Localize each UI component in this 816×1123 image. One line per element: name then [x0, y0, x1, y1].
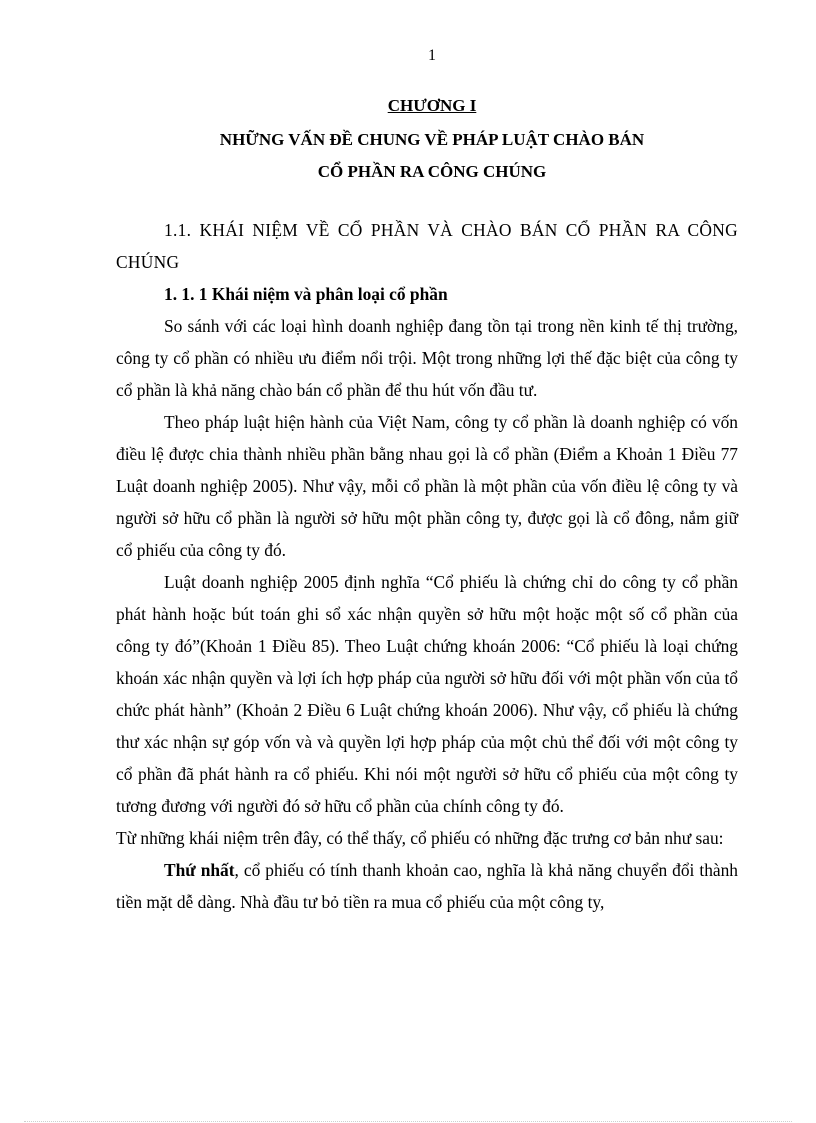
paragraph-1: So sánh với các loại hình doanh nghiệp đang tồn tại trong nền kinh tế thị trường, công ty cổ phần có nhiều ưu điểm nổi trội. Một trong những lợi thế đặc biệt của công ty cổ phần là khả năng chào bán cổ phần để thu hút vốn đầu tư. [116, 316, 738, 400]
chapter-title-line2: CỔ PHẦN RA CÔNG CHÚNG [317, 162, 547, 181]
chapter-label: CHƯƠNG I [387, 96, 477, 115]
subsection-heading: 1. 1. 1 Khái niệm và phân loại cổ phần [164, 284, 448, 304]
chapter-title-line1: NHỮNG VẤN ĐỀ CHUNG VỀ PHÁP LUẬT CHÀO BÁN [219, 130, 645, 149]
section-heading: 1.1. KHÁI NIỆM VỀ CỔ PHẦN VÀ CHÀO BÁN CỔ PHẦN RA CÔNG CHÚNG [116, 220, 738, 272]
paragraph-5-text: , cổ phiếu có tính thanh khoản cao, nghĩa là khả năng chuyển đổi thành tiền mặt dễ dàng. Nhà đầu tư bỏ tiền ra mua cổ phiếu của một công ty, [116, 860, 738, 912]
paragraph-5 [116, 854, 738, 918]
paragraph-4: Từ những khái niệm trên đây, có thể thấy, cổ phiếu có những đặc trưng cơ bản như sau: [116, 828, 724, 848]
paragraph-3: Luật doanh nghiệp 2005 định nghĩa “Cổ phiếu là chứng chỉ do công ty cổ phần phát hành hoặc bút toán ghi sổ xác nhận quyền sở hữu một hoặc một số cổ phần của công ty đó”(Khoản 1 Điều 85). Theo Luật chứng khoán 2006: “Cổ phiếu là loại chứng khoán xác nhận quyền và lợi ích hợp pháp của người sở hữu đối với một phần vốn của tổ chức phát hành” (Khoản 2 Điều 6 Luật chứng khoán 2006). Như vậy, cổ phiếu là chứng thư xác nhận sự góp vốn và và quyền lợi hợp pháp của một chủ thể đối với một công ty cổ phần đã phát hành ra cổ phiếu. Khi nói một người sở hữu cổ phiếu của một công ty tương đương với người đó sở hữu cổ phần của chính công ty đó. [116, 572, 738, 816]
paragraph-5-lead: Thứ nhất [164, 860, 235, 880]
page-number: 1 [428, 47, 436, 64]
document-body [116, 214, 738, 918]
paragraph-2: Theo pháp luật hiện hành của Việt Nam, công ty cổ phần là doanh nghiệp có vốn điều lệ được chia thành nhiều phần bằng nhau gọi là cổ phần (Điểm a Khoản 1 Điều 77 Luật doanh nghiệp 2005). Như vậy, mỗi cổ phần là một phần của vốn điều lệ công ty và người sở hữu cổ phần là người sở hữu một phần công ty, được gọi là cổ đông, nắm giữ cổ phiếu của công ty đó. [116, 412, 738, 560]
page-bottom-divider [24, 1121, 792, 1122]
